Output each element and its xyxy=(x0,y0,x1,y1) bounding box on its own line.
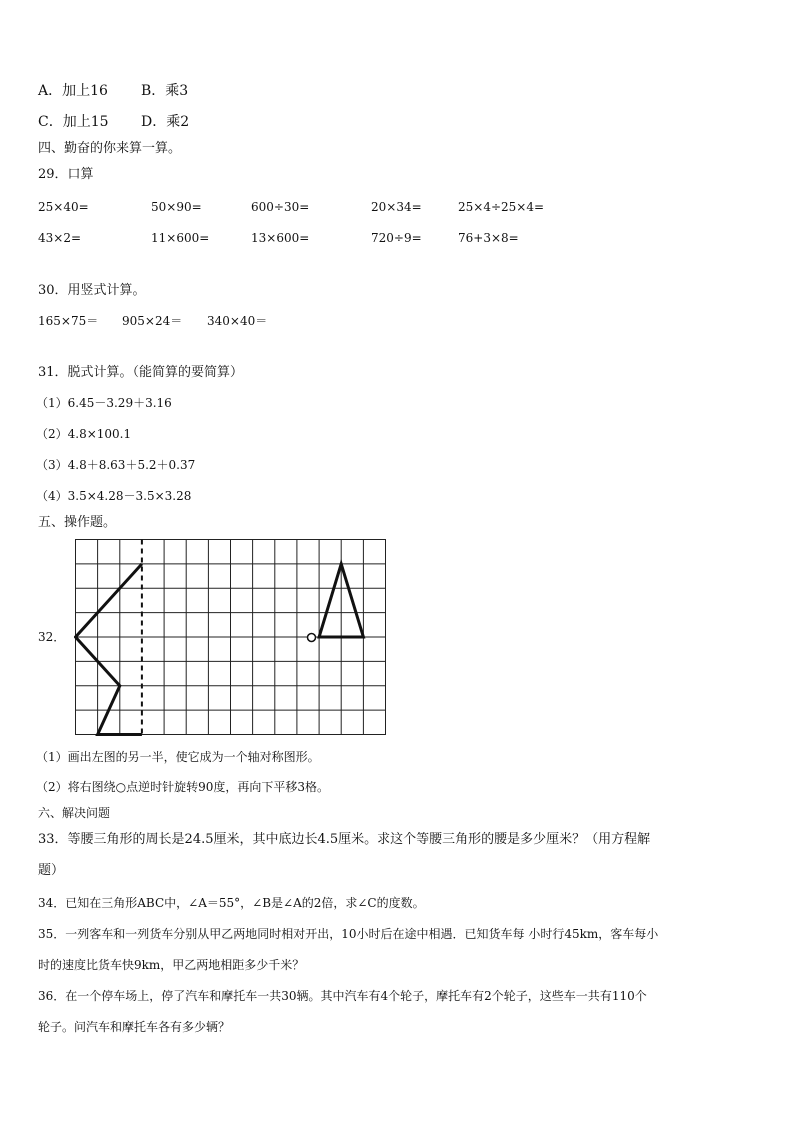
q29-item: 25×4÷25×4= xyxy=(458,200,545,214)
grid-figure xyxy=(74,538,388,738)
q30-label: 30．用竖式计算。 xyxy=(38,283,146,298)
choice-c: C．加上15 xyxy=(38,114,109,130)
q33-line2: 题） xyxy=(38,863,65,878)
q30-item: 340×40＝ xyxy=(207,314,268,328)
q29-item: 25×40= xyxy=(38,200,89,214)
q32-sub2: （2）将右图绕○点逆时针旋转90度，再向下平移3格。 xyxy=(36,780,330,794)
section-five-title: 五、操作题。 xyxy=(38,515,117,530)
q32-sub1: （1）画出左图的另一半，使它成为一个轴对称图形。 xyxy=(36,750,320,764)
q31-item: （3）4.8＋8.63＋5.2＋0.37 xyxy=(36,458,196,472)
q29-item: 600÷30= xyxy=(251,200,310,214)
q35-line1: 35．一列客车和一列货车分别从甲乙两地同时相对开出，10小时后在途中相遇．已知货车每 小时行45km，客车每小 xyxy=(38,927,659,941)
choice-d: D．乘2 xyxy=(141,114,190,130)
q31-label: 31．脱式计算。（能简算的要简算） xyxy=(38,365,244,380)
q30-item: 905×24＝ xyxy=(122,314,183,328)
q31-item: （1）6.45－3.29＋3.16 xyxy=(36,396,172,410)
q29-label: 29．口算 xyxy=(38,167,94,182)
q36-line2: 轮子。问汽车和摩托车各有多少辆？ xyxy=(38,1020,231,1034)
q34-line1: 34．已知在三角形ABC中，∠A＝55°，∠B是∠A的2倍，求∠C的度数。 xyxy=(38,896,425,910)
q32-number: 32． xyxy=(38,630,66,644)
q30-item: 165×75＝ xyxy=(38,314,99,328)
q36-line1: 36．在一个停车场上，停了汽车和摩托车一共30辆。其中汽车有4个轮子，摩托车有2个轮子，这些车一共有110个 xyxy=(38,989,647,1003)
left-half-figure xyxy=(76,564,142,735)
q29-item: 43×2= xyxy=(38,231,82,245)
q29-item: 13×600= xyxy=(251,231,310,245)
section-six-title: 六、解决问题 xyxy=(38,806,111,820)
rotation-center-o-icon xyxy=(308,634,316,642)
q31-item: （2）4.8×100.1 xyxy=(36,427,132,441)
choice-b: B．乘3 xyxy=(141,83,189,99)
q33-line1: 33．等腰三角形的周长是24.5厘米，其中底边长4.5厘米。求这个等腰三角形的腰是多少厘米？（用方程解 xyxy=(38,832,651,847)
q29-item: 50×90= xyxy=(151,200,202,214)
q29-item: 11×600= xyxy=(151,231,210,245)
section-four-title: 四、勤奋的你来算一算。 xyxy=(38,141,182,156)
q29-item: 720÷9= xyxy=(371,231,422,245)
q29-item: 76+3×8= xyxy=(458,231,519,245)
q29-item: 20×34= xyxy=(371,200,422,214)
q35-line2: 时的速度比货车快9km，甲乙两地相距多少千米？ xyxy=(38,958,305,972)
choice-a: A．加上16 xyxy=(38,83,108,99)
q31-item: （4）3.5×4.28－3.5×3.28 xyxy=(36,489,192,503)
